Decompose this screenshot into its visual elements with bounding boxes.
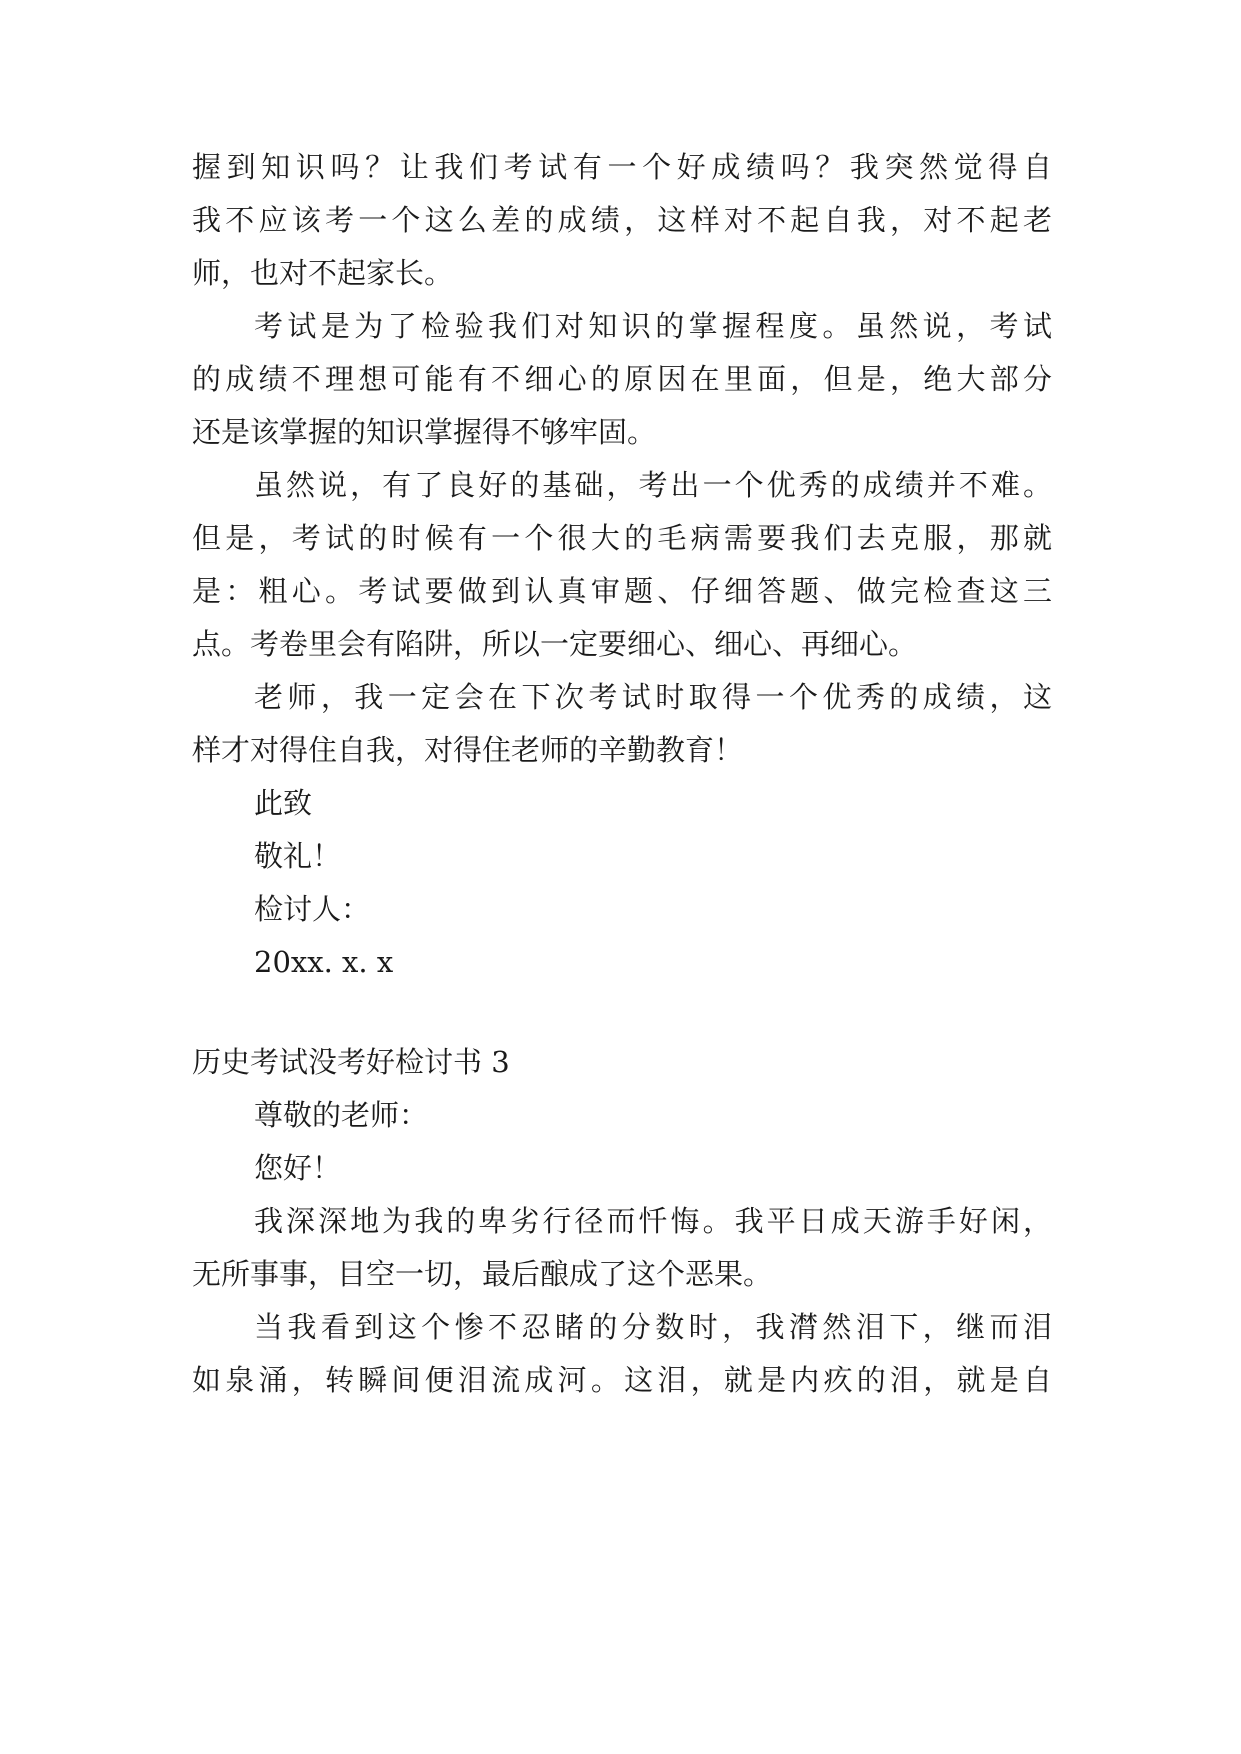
paragraph-line: 点。考卷里会有陷阱，所以一定要细心、细心、再细心。 bbox=[192, 627, 918, 661]
paragraph-line: 的成绩不理想可能有不细心的原因在里面，但是，绝大部分 bbox=[192, 362, 1052, 396]
closing-regards: 敬礼！ bbox=[254, 839, 342, 873]
paragraph-line: 我深深地为我的卑劣行径而忏悔。我平日成天游手好闲， bbox=[254, 1204, 1052, 1238]
paragraph-line: 还是该掌握的知识掌握得不够牢固。 bbox=[192, 415, 657, 449]
paragraph-line: 无所事事，目空一切，最后酿成了这个恶果。 bbox=[192, 1257, 773, 1291]
paragraph-line: 老师，我一定会在下次考试时取得一个优秀的成绩，这 bbox=[254, 680, 1052, 714]
paragraph-line: 当我看到这个惨不忍睹的分数时，我潸然泪下，继而泪 bbox=[254, 1310, 1052, 1344]
paragraph-line: 是：粗心。考试要做到认真审题、仔细答题、做完检查这三 bbox=[192, 574, 1052, 608]
paragraph-line: 样才对得住自我，对得住老师的辛勤教育！ bbox=[192, 733, 744, 767]
paragraph-line: 如泉涌，转瞬间便泪流成河。这泪，就是内疚的泪，就是自 bbox=[192, 1363, 1052, 1397]
greeting-line: 尊敬的老师： bbox=[254, 1098, 429, 1132]
paragraph-line: 虽然说，有了良好的基础，考出一个优秀的成绩并不难。 bbox=[254, 468, 1052, 502]
signature-label: 检讨人： bbox=[254, 892, 371, 926]
paragraph-line: 握到知识吗？让我们考试有一个好成绩吗？我突然觉得自 bbox=[192, 150, 1052, 184]
paragraph-line: 师，也对不起家长。 bbox=[192, 256, 454, 290]
paragraph-line: 但是，考试的时候有一个很大的毛病需要我们去克服，那就 bbox=[192, 521, 1052, 555]
date-line: 20xx. x. x bbox=[254, 945, 394, 979]
greeting-line: 您好！ bbox=[254, 1151, 342, 1185]
paragraph-line: 考试是为了检验我们对知识的掌握程度。虽然说，考试 bbox=[254, 309, 1052, 343]
section-title: 历史考试没考好检讨书 3 bbox=[192, 1045, 510, 1079]
closing-salutation: 此致 bbox=[254, 786, 313, 820]
paragraph-line: 我不应该考一个这么差的成绩，这样对不起自我，对不起老 bbox=[192, 203, 1052, 237]
